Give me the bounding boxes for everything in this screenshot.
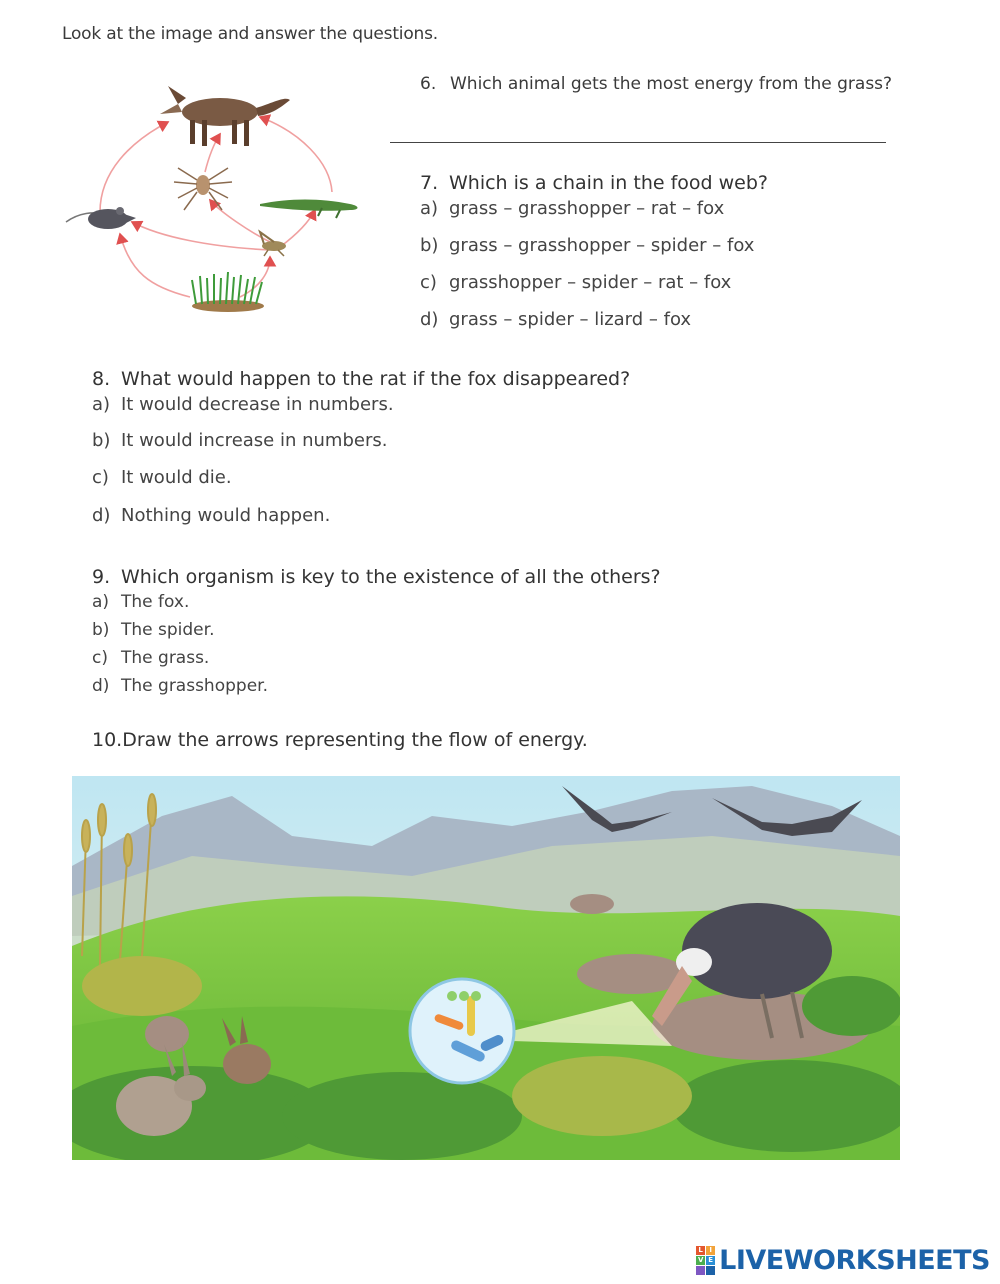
food-web-illustration <box>60 72 370 322</box>
question-10-number: 10. <box>92 729 123 751</box>
instructions: Look at the image and answer the questions. <box>62 24 438 44</box>
question-8-option-c[interactable]: c) It would die. <box>92 467 232 488</box>
question-8 <box>92 368 630 390</box>
question-8-option-a[interactable]: a) It would decrease in numbers. <box>92 394 394 415</box>
question-7-number: 7. <box>420 172 439 194</box>
question-10-text: Draw the arrows representing the flow of energy. <box>122 729 588 751</box>
question-7-option-a[interactable]: a) grass – grasshopper – rat – fox <box>420 198 725 219</box>
question-9-option-b[interactable]: b) The spider. <box>92 620 215 640</box>
question-9-number: 9. <box>92 566 111 588</box>
question-6-text: Which animal gets the most energy from the grass? <box>450 74 893 94</box>
question-10 <box>92 729 588 751</box>
question-8-option-b[interactable]: b) It would increase in numbers. <box>92 430 388 451</box>
rat-icon <box>66 207 136 229</box>
question-8-text: What would happen to the rat if the fox disappeared? <box>121 368 631 390</box>
question-7 <box>420 172 768 194</box>
question-8-option-d[interactable]: d) Nothing would happen. <box>92 505 331 526</box>
question-7-text: Which is a chain in the food web? <box>449 172 769 194</box>
question-6-number: 6. <box>420 74 437 94</box>
question-9-text: Which organism is key to the existence of all the others? <box>121 566 661 588</box>
spider-icon <box>174 168 232 210</box>
mountain-meadow-illustration[interactable] <box>72 776 900 1160</box>
answer-line[interactable] <box>390 142 886 143</box>
question-6 <box>420 74 892 94</box>
question-8-number: 8. <box>92 368 111 390</box>
fox-icon <box>160 86 290 146</box>
question-9-option-c[interactable]: c) The grass. <box>92 648 210 668</box>
question-9-option-d[interactable]: d) The grasshopper. <box>92 676 268 696</box>
grasshopper-icon <box>260 232 286 256</box>
liveworksheets-logo[interactable] <box>696 1245 990 1276</box>
lizard-icon <box>260 200 358 219</box>
question-7-option-c[interactable]: c) grasshopper – spider – rat – fox <box>420 272 732 293</box>
grass-icon <box>192 272 264 312</box>
logo-text: LIVEWORKSHEETS <box>719 1245 990 1276</box>
question-7-option-b[interactable]: b) grass – grasshopper – spider – fox <box>420 235 755 256</box>
question-9 <box>92 566 661 588</box>
question-9-option-a[interactable]: a) The fox. <box>92 592 190 612</box>
question-7-option-d[interactable]: d) grass – spider – lizard – fox <box>420 309 692 330</box>
logo-mark-icon: L I V E <box>696 1246 715 1275</box>
